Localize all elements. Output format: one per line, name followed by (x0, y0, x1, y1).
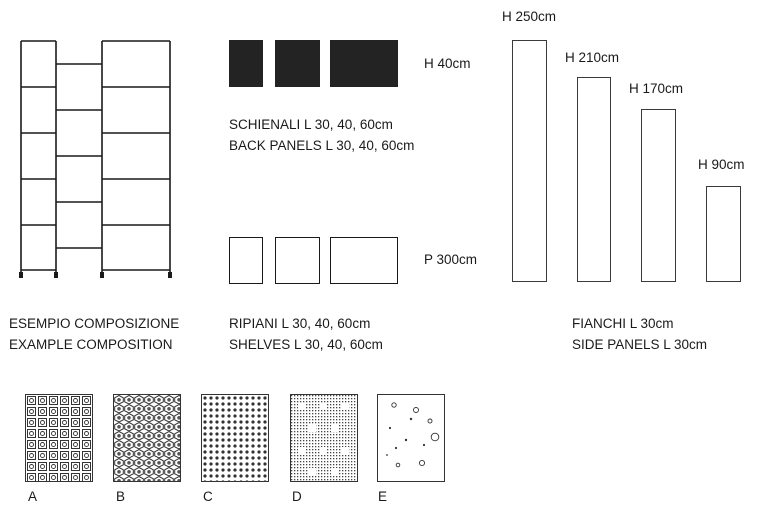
side-panel-210 (577, 77, 611, 282)
back-panels-caption (229, 114, 414, 156)
scattered-circles-pattern-icon (377, 394, 445, 482)
side-panels-caption-en: SIDE PANELS L 30cm (572, 337, 708, 352)
side-panel-90 (706, 186, 741, 282)
side-panel-height-170: H 170cm (629, 81, 684, 96)
side-panels-caption (572, 313, 707, 355)
back-panel-60 (330, 40, 398, 87)
back-panel-height-label: H 40cm (424, 56, 471, 71)
composition-caption (9, 313, 179, 355)
shelves-caption (229, 313, 383, 355)
pattern-label-c: C (203, 489, 213, 504)
pattern-label-e: E (378, 489, 388, 504)
example-composition-drawing (15, 36, 175, 282)
back-panel-40 (275, 40, 320, 87)
pattern-label-d: D (292, 489, 302, 504)
side-panel-170 (641, 109, 676, 282)
shelf-40 (275, 237, 320, 284)
shelf-depth-label: P 300cm (424, 252, 478, 267)
back-panels-caption-en: BACK PANELS L 30, 40, 60cm (229, 138, 415, 153)
shelves-caption-it: RIPIANI L 30, 40, 60cm (229, 316, 371, 331)
composition-caption-it: ESEMPIO COMPOSIZIONE (9, 316, 180, 331)
hexagon-lattice-pattern-icon (113, 394, 181, 482)
back-panel-30 (229, 40, 263, 87)
side-panels-caption-it: FIANCHI L 30cm (572, 316, 674, 331)
dot-grid-pattern-icon (201, 394, 269, 482)
side-panel-height-250: H 250cm (502, 9, 557, 24)
side-panel-height-90: H 90cm (698, 157, 745, 172)
mesh-squares-pattern-icon (290, 394, 358, 482)
shelves-caption-en: SHELVES L 30, 40, 60cm (229, 337, 383, 352)
side-panel-250 (512, 40, 547, 282)
pattern-label-a: A (28, 489, 38, 504)
side-panel-height-210: H 210cm (565, 50, 620, 65)
back-panels-caption-it: SCHIENALI L 30, 40, 60cm (229, 117, 393, 132)
pattern-label-b: B (116, 489, 126, 504)
composition-caption-en: EXAMPLE COMPOSITION (9, 337, 173, 352)
square-lattice-pattern-icon (25, 394, 93, 482)
shelf-30 (229, 237, 263, 284)
shelf-60 (330, 237, 398, 284)
